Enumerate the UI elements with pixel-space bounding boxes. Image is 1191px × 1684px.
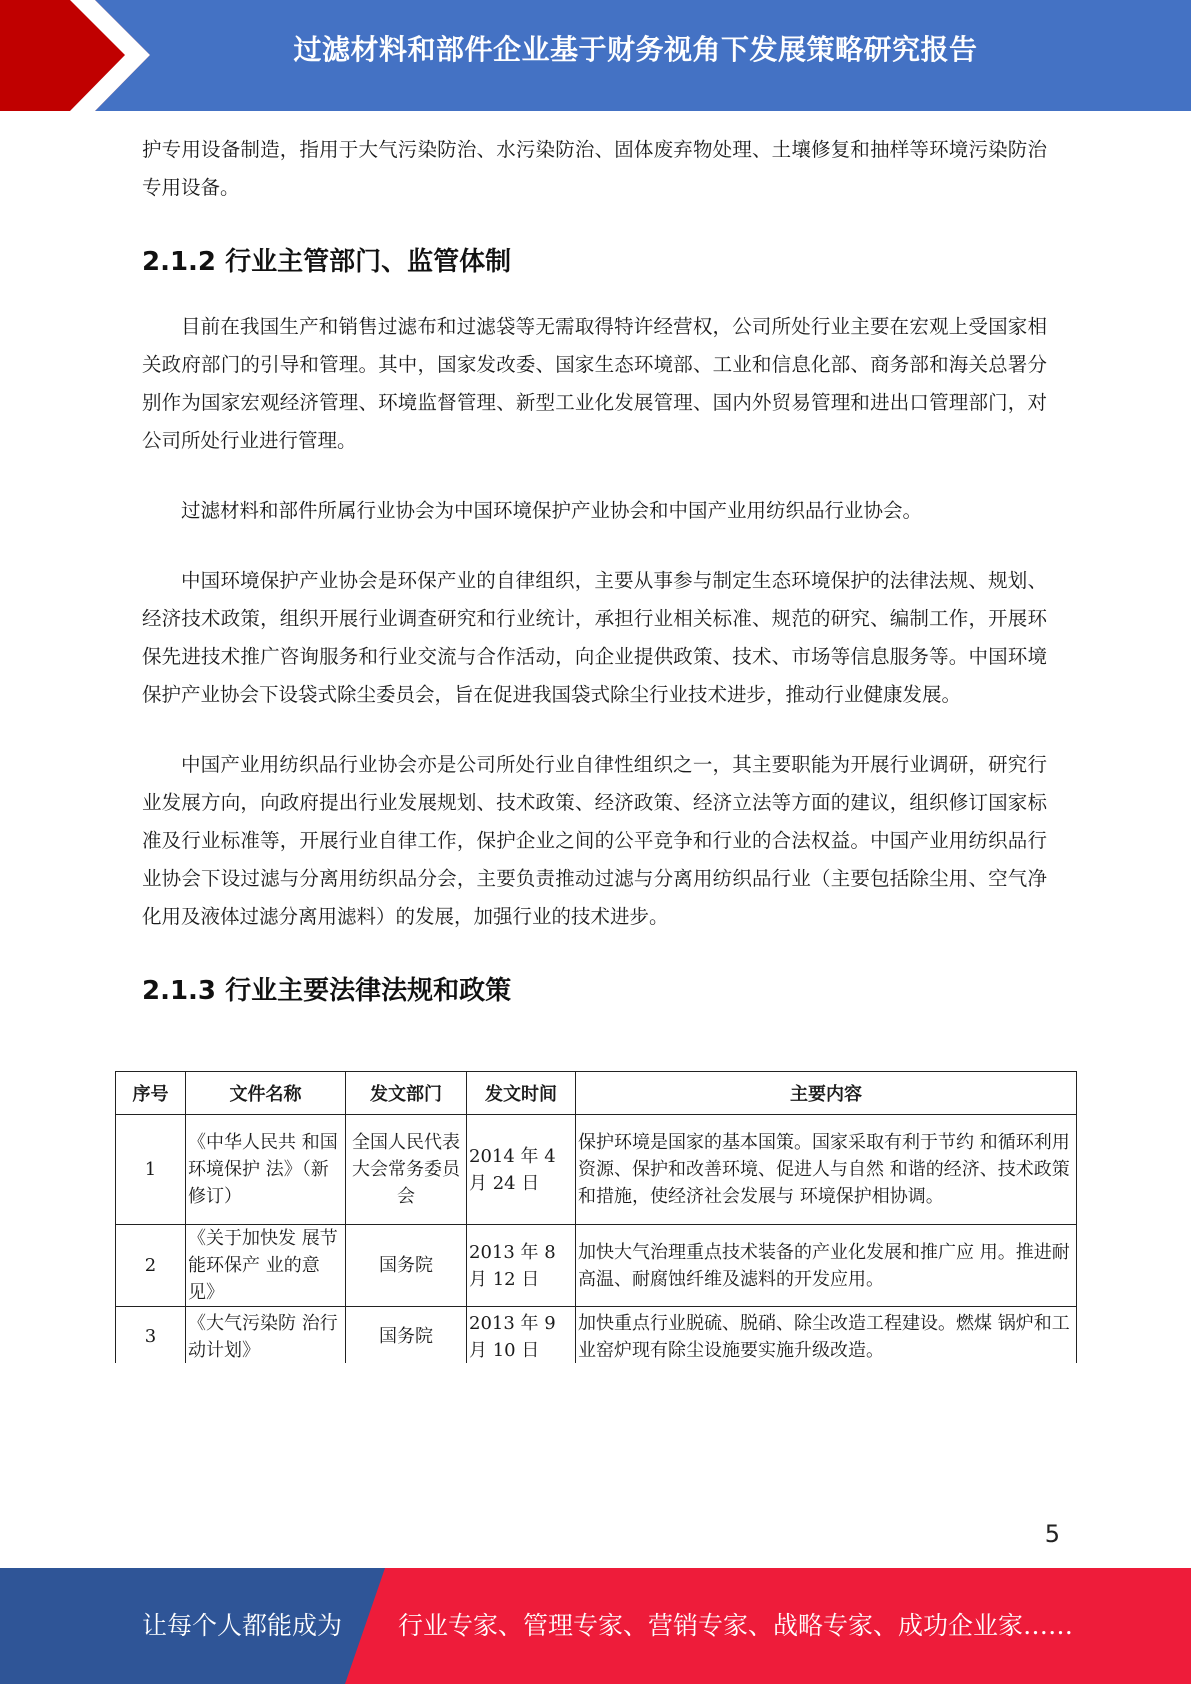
page-header xyxy=(0,0,1191,111)
header-no: 序号 xyxy=(116,1072,186,1115)
cell-name: 《中华人民共 和国环境保护 法》（新修订） xyxy=(186,1115,346,1225)
cell-name: 《大气污染防 治行动计划》 xyxy=(186,1307,346,1364)
header-dept: 发文部门 xyxy=(346,1072,467,1115)
cell-no: 2 xyxy=(116,1225,186,1307)
page-number: 5 xyxy=(1044,1520,1060,1548)
policy-table xyxy=(115,1071,1077,1363)
footer-slogan-left: 让每个人都能成为 xyxy=(142,1611,343,1640)
cell-date: 2013 年 8 月 12 日 xyxy=(467,1225,576,1307)
paragraph-textile-association: 中国产业用纺织品行业协会亦是公司所处行业自律性组织之一，其主要职能为开展行业调研，研究行业发展方向，向政府提出行业发展规划、技术政策、经济政策、经济立法等方面的建议，组织修订国家标准及行业标准等，开展行业自律工作，保护企业之间的公平竞争和行业的合法权益。中国产业用纺织品行业协会下设过滤与分离用纺织品分会，主要负责推动过滤与分离用纺织品行业（主要包括除尘用、空气净化用及液体过滤分离用滤料）的发展，加强行业的技术进步。 xyxy=(142,753,1047,928)
cell-name: 《关于加快发 展节能环保产 业的意见》 xyxy=(186,1225,346,1307)
table-row xyxy=(116,1307,1077,1364)
cell-no: 3 xyxy=(116,1307,186,1364)
section-heading-2-1-2: 2.1.2 行业主管部门、监管体制 xyxy=(142,247,512,277)
cell-content: 加快大气治理重点技术装备的产业化发展和推广应 用。推进耐高温、耐腐蚀纤维及滤料的开发应用。 xyxy=(576,1225,1077,1307)
table-row xyxy=(116,1225,1077,1307)
table-wrapper xyxy=(110,1066,1085,1363)
cell-dept: 国务院 xyxy=(346,1225,467,1307)
document-title: 过滤材料和部件企业基于财务视角下发展策略研究报告 xyxy=(293,33,978,66)
header-arrow-graphic xyxy=(0,0,160,111)
cell-dept: 国务院 xyxy=(346,1307,467,1364)
cell-content: 保护环境是国家的基本国策。国家采取有利于节约 和循环利用资源、保护和改善环境、促进人与自然 和谐的经济、技术政策和措施，使经济社会发展与 环境保护相协调。 xyxy=(576,1115,1077,1225)
header-date: 发文时间 xyxy=(467,1072,576,1115)
section-heading-2-1-3: 2.1.3 行业主要法律法规和政策 xyxy=(142,976,512,1006)
footer-slogan-right: 行业专家、管理专家、营销专家、战略专家、成功企业家…… xyxy=(398,1611,1074,1640)
cell-content: 加快重点行业脱硫、脱硝、除尘改造工程建设。燃煤 锅炉和工业窑炉现有除尘设施要实施升级改造。 xyxy=(576,1307,1077,1364)
table-row xyxy=(116,1115,1077,1225)
cell-date: 2014 年 4 月 24 日 xyxy=(467,1115,576,1225)
intro-paragraph: 护专用设备制造，指用于大气污染防治、水污染防治、固体废弃物处理、土壤修复和抽样等环境污染防治专用设备。 xyxy=(142,138,1047,199)
cell-no: 1 xyxy=(116,1115,186,1225)
header-content: 主要内容 xyxy=(576,1072,1077,1115)
cell-date: 2013 年 9 月 10 日 xyxy=(467,1307,576,1364)
main-content xyxy=(142,131,1047,1007)
header-name: 文件名称 xyxy=(186,1072,346,1115)
table-header-row xyxy=(116,1072,1077,1115)
paragraph-regulation: 目前在我国生产和销售过滤布和过滤袋等无需取得特许经营权，公司所处行业主要在宏观上受国家相关政府部门的引导和管理。其中，国家发改委、国家生态环境部、工业和信息化部、商务部和海关总署分别作为国家宏观经济管理、环境监督管理、新型工业化发展管理、国内外贸易管理和进出口管理部门，对公司所处行业进行管理。 xyxy=(142,315,1047,452)
page-footer xyxy=(0,1568,1191,1684)
paragraph-associations: 过滤材料和部件所属行业协会为中国环境保护产业协会和中国产业用纺织品行业协会。 xyxy=(181,499,923,522)
paragraph-env-association: 中国环境保护产业协会是环保产业的自律组织，主要从事参与制定生态环境保护的法律法规、规划、经济技术政策，组织开展行业调查研究和行业统计，承担行业相关标准、规范的研究、编制工作，开展环保先进技术推广咨询服务和行业交流与合作活动，向企业提供政策、技术、市场等信息服务等。中国环境保护产业协会下设袋式除尘委员会，旨在促进我国袋式除尘行业技术进步，推动行业健康发展。 xyxy=(142,569,1047,706)
cell-dept: 全国人民代表大会常务委员会 xyxy=(346,1115,467,1225)
